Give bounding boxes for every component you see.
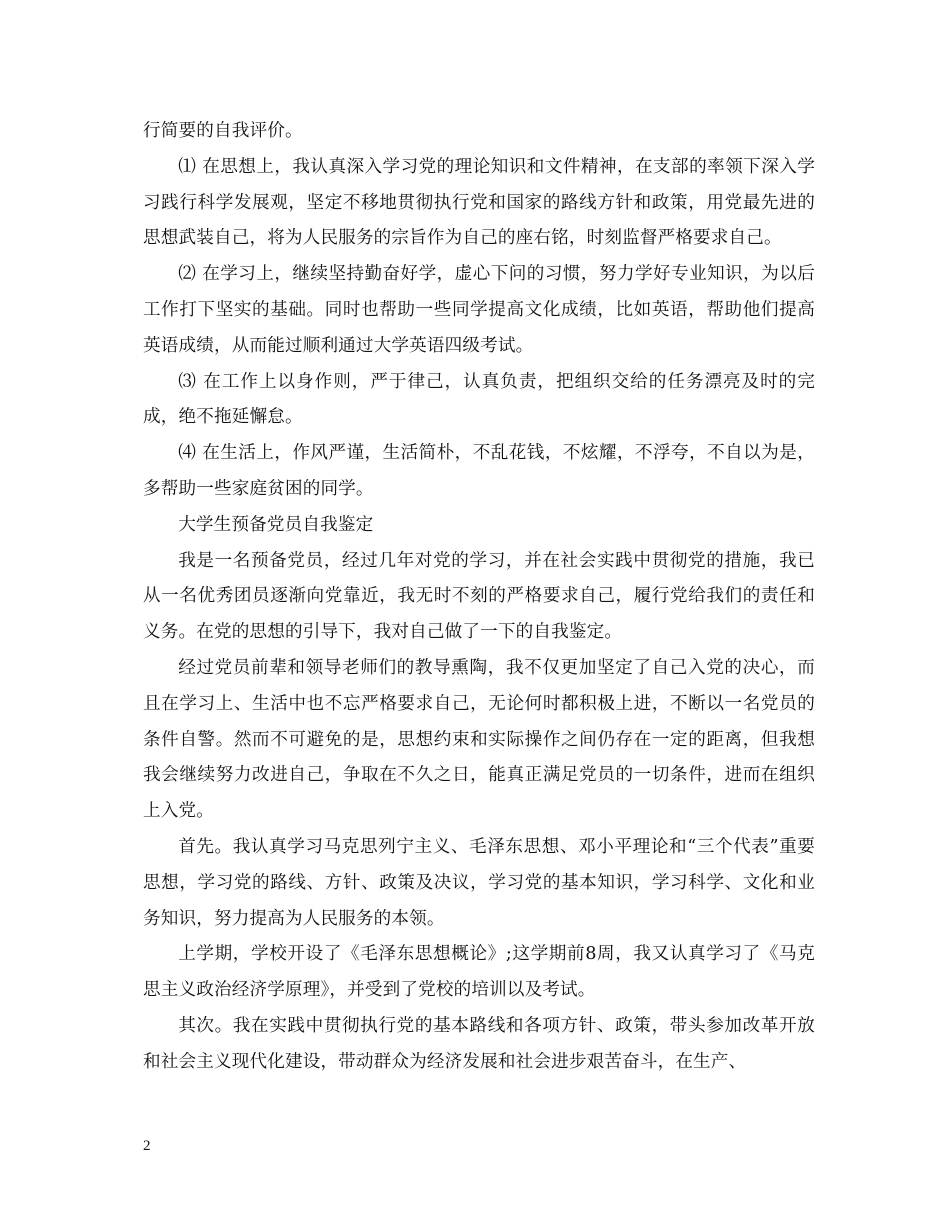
paragraph: 首先。我认真学习马克思列宁主义、毛泽东思想、邓小平理论和“三个代表”重要思想，学习党的路线、方针、政策及决议，学习党的基本知识，学习科学、文化和业务知识，努力提高为人民服务的本领。 [143,836,815,929]
paragraph: 经过党员前辈和领导老师们的教导熏陶，我不仅更加坚定了自己入党的决心，而且在学习上、生活中也不忘严格要求自己，无论何时都积极上进，不断以一名党员的条件自警。然而不可避免的是，思想约束和实际操作之间仍存在一定的距离，但我想我会继续努力改进自己，争取在不久之日，能真正满足党员的一切条件，进而在组织上入党。 [143,657,815,822]
paragraph: ⑴ 在思想上，我认真深入学习党的理论知识和文件精神，在支部的率领下深入学习践行科学发展观，坚定不移地贯彻执行党和国家的路线方针和政策，用党最先进的思想武装自己，将为人民服务的宗旨作为自己的座右铭，时刻监督严格要求自己。 [143,156,815,249]
paragraph: ⑷ 在生活上，作风严谨，生活简朴，不乱花钱，不炫耀，不浮夸，不自以为是，多帮助一些家庭贫困的同学。 [143,443,815,499]
paragraph: ⑵ 在学习上，继续坚持勤奋好学，虚心下问的习惯，努力学好专业知识，为以后工作打下坚实的基础。同时也帮助一些同学提高文化成绩，比如英语，帮助他们提高英语成绩，从而能过顺利通过大学英语四级考试。 [143,264,815,356]
document-body [143,114,815,1081]
section-heading: 大学生预备党员自我鉴定 [178,514,374,535]
paragraph: 行简要的自我评价。 [143,121,303,141]
paragraph: 我是一名预备党员，经过几年对党的学习，并在社会实践中贯彻党的措施，我已从一名优秀团员逐渐向党靠近，我无时不刻的严格要求自己，履行党给我们的责任和义务。在党的思想的引导下，我对自己做了一下的自我鉴定。 [143,550,815,643]
paragraph: 上学期，学校开设了《毛泽东思想概论》;这学期前8周，我又认真学习了《马克思主义政治经济学原理》，并受到了党校的培训以及考试。 [143,944,815,1001]
paragraph: ⑶ 在工作上以身作则，严于律己，认真负责，把组织交给的任务漂亮及时的完成，绝不拖延懈怠。 [143,371,815,428]
paragraph: 其次。我在实践中贯彻执行党的基本路线和各项方针、政策，带头参加改革开放和社会主义现代化建设，带动群众为经济发展和社会进步艰苦奋斗，在生产、 [143,1015,815,1072]
page-number: 2 [143,1138,151,1154]
